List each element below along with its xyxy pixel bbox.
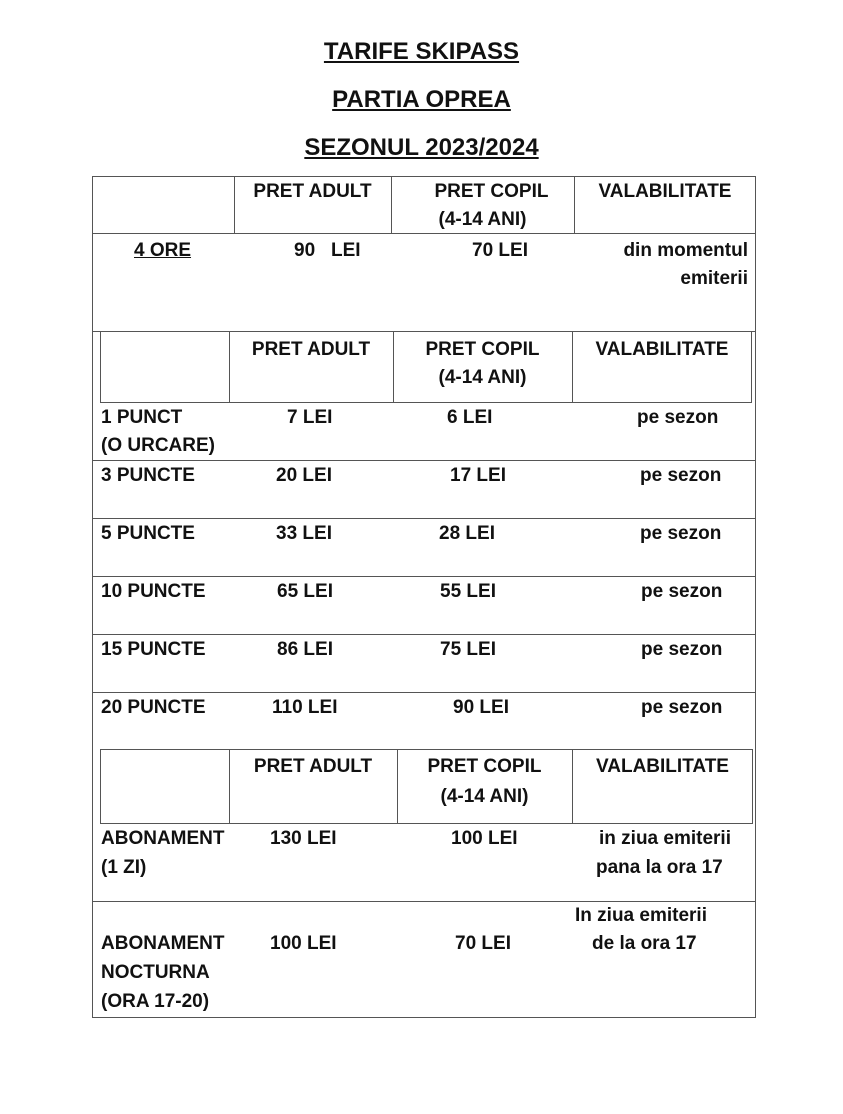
price-adult: 65 LEI [277, 581, 333, 602]
price-adult: 86 LEI [277, 639, 333, 660]
header-copil-age: (4-14 ANI) [438, 209, 527, 230]
divider [92, 634, 756, 635]
row-label: ABONAMENT [101, 828, 225, 849]
price-copil: 55 LEI [440, 581, 496, 602]
price-adult: 20 LEI [276, 465, 332, 486]
validity-line-2: pana la ora 17 [596, 857, 723, 878]
price-copil: 70 LEI [455, 933, 511, 954]
divider [92, 576, 756, 577]
validity-line-1: din momentul [623, 240, 748, 261]
row-label-sub: NOCTURNA [101, 962, 210, 983]
row-label-sub: (1 ZI) [101, 857, 147, 878]
price-adult: 7 LEI [287, 407, 333, 428]
row-label-sub: (ORA 17-20) [101, 991, 210, 1012]
title-line-2: PARTIA OPREA [332, 86, 511, 113]
price-copil: 28 LEI [439, 523, 495, 544]
price-copil: 6 LEI [447, 407, 493, 428]
price-adult: 33 LEI [276, 523, 332, 544]
row-label: 3 PUNCTE [101, 465, 195, 486]
row-label: 4 ORE [134, 240, 192, 261]
validity: pe sezon [641, 697, 723, 718]
price-adult: 90 LEI [294, 240, 361, 261]
price-copil: 70 LEI [472, 240, 528, 261]
divider [92, 518, 756, 519]
price-adult: 130 LEI [270, 828, 337, 849]
row-label-sub: (O URCARE) [101, 435, 215, 456]
row-label: ABONAMENT [101, 933, 225, 954]
validity: pe sezon [637, 407, 719, 428]
header-adult: PRET ADULT [253, 756, 373, 777]
row-label: 5 PUNCTE [101, 523, 195, 544]
header-copil-age: (4-14 ANI) [440, 786, 529, 807]
title-line-3: SEZONUL 2023/2024 [304, 134, 539, 161]
header-adult: PRET ADULT [253, 181, 372, 202]
title-line-1: TARIFE SKIPASS [323, 38, 520, 65]
row-label: 1 PUNCT [101, 407, 183, 428]
price-copil: 100 LEI [451, 828, 518, 849]
validity-line-1: in ziua emiterii [599, 828, 731, 849]
validity-line-2: de la ora 17 [592, 933, 697, 954]
divider [92, 692, 756, 693]
price-adult: 100 LEI [270, 933, 337, 954]
header-copil-age: (4-14 ANI) [438, 367, 527, 388]
divider [92, 460, 756, 461]
header-validity: VALABILITATE [596, 756, 729, 777]
header-validity: VALABILITATE [598, 181, 732, 202]
validity: pe sezon [641, 581, 723, 602]
validity-line-1: In ziua emiterii [575, 905, 707, 926]
price-copil: 90 LEI [453, 697, 509, 718]
row-label: 10 PUNCTE [101, 581, 206, 602]
price-adult: 110 LEI [272, 697, 338, 718]
header-copil: PRET COPIL [434, 181, 549, 202]
validity: pe sezon [641, 639, 723, 660]
header-validity: VALABILITATE [595, 339, 729, 360]
row-label: 20 PUNCTE [101, 697, 206, 718]
price-copil: 75 LEI [440, 639, 496, 660]
validity: pe sezon [640, 523, 722, 544]
price-copil: 17 LEI [450, 465, 506, 486]
row-label: 15 PUNCTE [101, 639, 206, 660]
header-adult: PRET ADULT [251, 339, 371, 360]
validity-line-2: emiterii [680, 268, 748, 289]
header-copil: PRET COPIL [427, 756, 542, 777]
header-copil: PRET COPIL [425, 339, 540, 360]
validity: pe sezon [640, 465, 722, 486]
divider [391, 176, 392, 233]
